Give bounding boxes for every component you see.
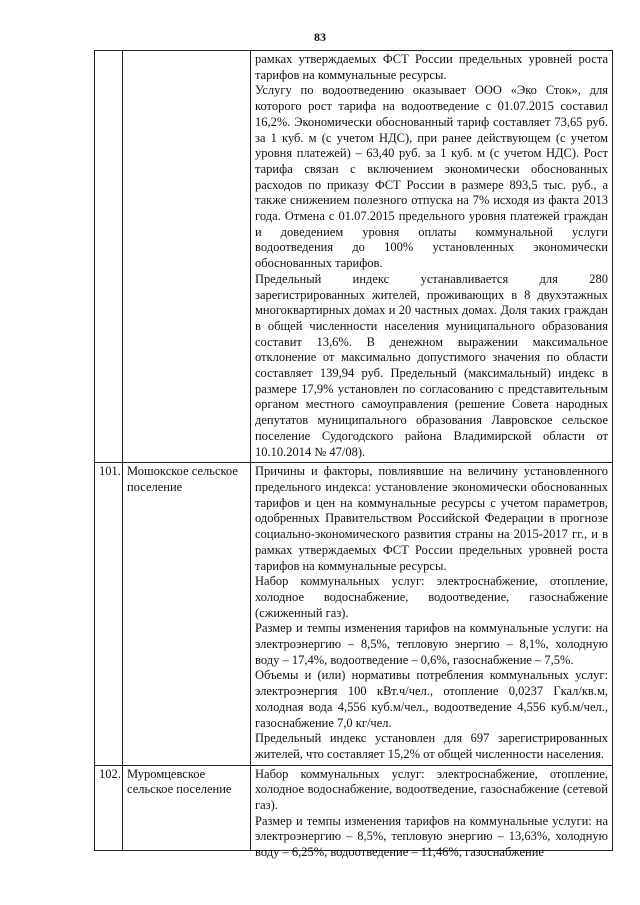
description-cell bbox=[251, 463, 613, 765]
paragraph: Причины и факторы, повлиявшие на величину установленного предельного индекса: установление экономически обоснованных тарифов и цен на коммунальные ресурсы с учетом параметров, одобренных Правительством Российской Федерации в прогнозе социально-экономического развития страны на 2015-2017 гг., и в рамках утверждаемых ФСТ России предельных уровней роста тарифов на коммунальные ресурсы. bbox=[255, 464, 608, 573]
description-clip bbox=[255, 766, 608, 860]
description-cell bbox=[251, 51, 613, 463]
row-number: 102. bbox=[99, 766, 121, 781]
table-row bbox=[95, 765, 613, 850]
paragraph: Размер и темпы изменения тарифов на коммунальные услуги: на электроэнергию – 8,5%, тепловую энергию – 13,63%, холодную воду – 6,25%, водоотведение – 11,46%, газоснабжение bbox=[255, 813, 608, 860]
settlement-name-cell bbox=[123, 51, 251, 463]
paragraph: Набор коммунальных услуг: электроснабжение, отопление, холодное водоснабжение, водоотведение, газоснабжение (сетевой газ). bbox=[255, 766, 608, 813]
row-number-cell: 101. bbox=[95, 463, 123, 765]
page-number: 83 bbox=[314, 30, 326, 44]
municipal-tariff-table bbox=[94, 50, 613, 860]
settlement-name: Муромцевское сельское поселение bbox=[127, 766, 232, 797]
row-number-cell bbox=[95, 51, 123, 463]
paragraph: Набор коммунальных услуг: электроснабжение, отопление, холодное водоснабжение, водоотведение, газоснабжение (сжиженный газ). bbox=[255, 574, 608, 620]
description-cell bbox=[251, 765, 613, 860]
paragraph: Услугу по водоотведению оказывает ООО «Эко Сток», для которого рост тарифа на водоотведение с 01.07.2015 составил 16,2%. Экономически обоснованный тариф составляет 73,65 руб. за 1 куб. м (с учетом НДС), при ранее действующем (с учетом уровня платежей) – 63,40 руб. за 1 куб. м (с учетом НДС). Рост тарифа связан с включением экономически обоснованных расходов по приказу ФСТ России в размере 893,5 тыс. руб., а также снижением полезного отпуска на 7% исходя из факта 2013 года. Отмена с 01.07.2015 предельного уровня платежей граждан и доведением уровня оплаты коммунальной услуги водоотведения до 100% установленных экономически обоснованных тарифов. bbox=[255, 83, 608, 271]
row-number-cell bbox=[95, 765, 123, 850]
paragraph: Размер и темпы изменения тарифов на коммунальные услуги: на электроэнергию – 8,5%, тепловую энергию – 8,1%, холодную воду – 17,4%, водоотведение – 0,6%, газоснабжение – 7,5%. bbox=[255, 621, 608, 667]
paragraph: Предельный индекс устанавливается для 280 зарегистрированных жителей, проживающих в 8 двухэтажных многоквартирных домах и 20 частных домах. Доля таких граждан в общей численности населения муниципального образования составит 13,6%. В денежном выражении максимальное отклонение от максимально допустимого значения по области составляет 139,94 руб. Предельный (максимальный) индекс в размере 17,9% установлен по согласованию с представительным органом местного самоуправления (решение Совета народных депутатов муниципального образования Лавровское сельское поселение Судогодского района Владимирской области от 10.10.2014 № 47/08). bbox=[255, 271, 608, 459]
table-row bbox=[95, 51, 613, 463]
paragraph: Объемы и (или) нормативы потребления коммунальных услуг: электроэнергия 100 кВт.ч/чел., отопление 0,0237 Гкал/кв.м, холодная вода 4,556 куб.м/чел., водоотведение 4,556 куб.м/чел., газоснабжение 7,0 кг/чел. bbox=[255, 668, 608, 730]
settlement-name-cell bbox=[123, 765, 251, 850]
settlement-name-cell: Мошокское сельское поселение bbox=[123, 463, 251, 765]
paragraph: Предельный индекс установлен для 697 зарегистрированных жителей, что составляет 15,2% от общей численности населения. bbox=[255, 731, 608, 761]
table-row bbox=[95, 463, 613, 765]
paragraph: рамках утверждаемых ФСТ России предельных уровней роста тарифов на коммунальные ресурсы. bbox=[255, 52, 608, 82]
